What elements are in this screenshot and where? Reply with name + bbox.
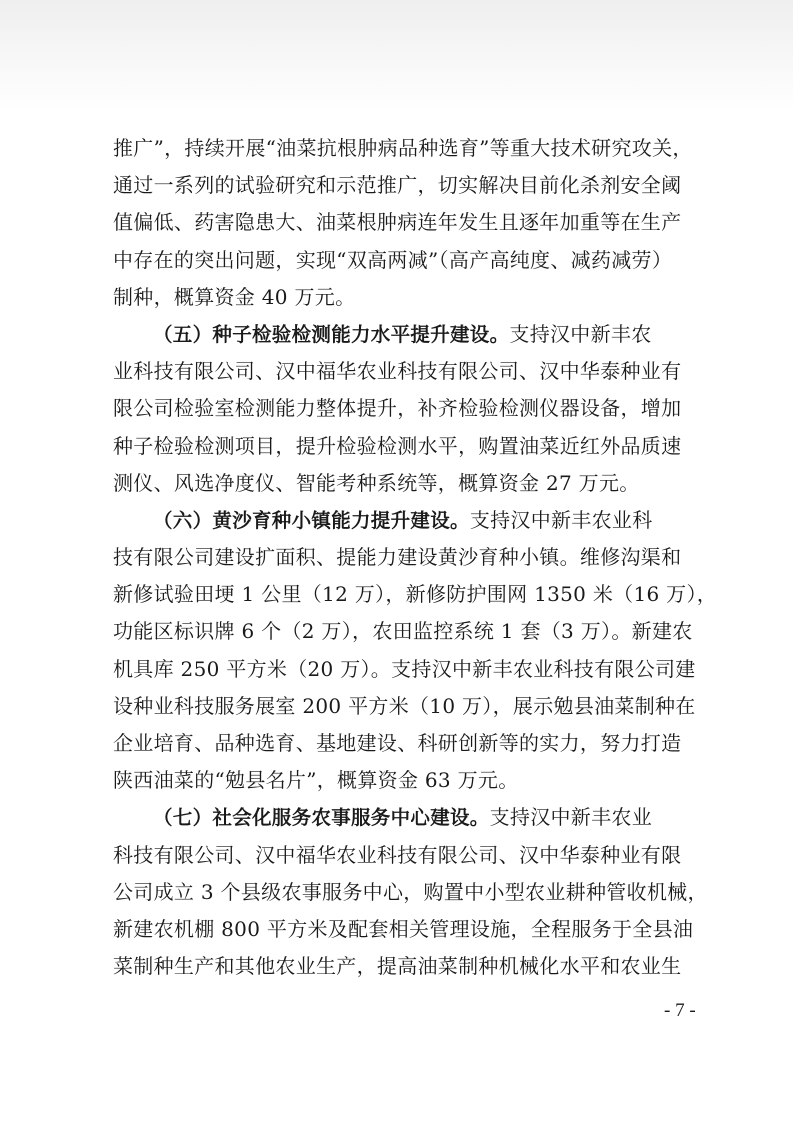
text-line [113, 242, 703, 279]
text-line [113, 539, 703, 576]
text-line [113, 651, 703, 688]
line-text: 支持汉中新丰农 [509, 321, 652, 346]
section-heading-line [113, 502, 703, 539]
line-text: 技有限公司建设扩面积、提能力建设黄沙育种小镇。维修沟渠和 [113, 545, 682, 570]
document-body [113, 130, 718, 985]
line-text: 新建农机棚 800 平方米及配套相关管理设施，全程服务于全县油 [113, 916, 694, 941]
text-line [113, 465, 703, 502]
line-text: 公司成立 3 个县级农事服务中心，购置中小型农业耕种管收机械， [113, 879, 708, 904]
text-line [113, 279, 703, 316]
line-text: 陕西油菜的“勉县名片”，概算资金 63 万元。 [113, 768, 519, 793]
section-heading: （五）种子检验检测能力水平提升建设。 [153, 322, 510, 346]
line-text: 值偏低、药害隐患大、油菜根肿病连年发生且逐年加重等在生产 [113, 210, 682, 235]
line-text: 支持汉中新丰农业 [489, 805, 653, 830]
line-text: 业科技有限公司、汉中福华农业科技有限公司、汉中华泰种业有 [113, 359, 682, 384]
line-text: 菜制种生产和其他农业生产，提高油菜制种机械化水平和农业生 [113, 954, 682, 979]
line-text: 制种，概算资金 40 万元。 [113, 284, 356, 309]
text-line [113, 390, 703, 427]
text-line [113, 948, 703, 985]
line-text: 功能区标识牌 6 个（2 万），农田监控系统 1 套（3 万）。新建农 [113, 619, 693, 644]
section-heading: （六）黄沙育种小镇能力提升建设。 [153, 508, 470, 532]
text-line [113, 167, 703, 204]
line-text: 限公司检验室检测能力整体提升，补齐检验检测仪器设备，增加 [113, 396, 682, 421]
text-line [113, 428, 703, 465]
line-text: 企业培育、品种选育、基地建设、科研创新等的实力，努力打造 [113, 731, 682, 755]
line-text: 测仪、风选净度仪、智能考种系统等，概算资金 27 万元。 [113, 470, 640, 495]
text-line [113, 688, 703, 725]
line-text: 支持汉中新丰农业科 [469, 507, 653, 532]
line-text: 科技有限公司、汉中福华农业科技有限公司、汉中华泰种业有限 [113, 842, 682, 867]
text-line [113, 613, 703, 650]
scan-shadow [0, 0, 793, 110]
text-line [113, 874, 708, 911]
line-text: 设种业科技服务展室 200 平方米（10 万），展示勉县油菜制种在 [113, 693, 696, 718]
section-heading-line [113, 316, 703, 353]
line-text: 新修试验田埂 1 公里（12 万），新修防护围网 1350 米（16 万）， [113, 582, 718, 607]
text-line [113, 204, 703, 241]
text-line [113, 353, 703, 390]
line-text: 推广”，持续开展“油菜抗根肿病品种选育”等重大技术研究攻关， [113, 136, 693, 160]
page-number: - 7 - [664, 1000, 696, 1021]
text-line [113, 837, 703, 874]
text-line [113, 725, 703, 762]
text-line [113, 911, 703, 948]
line-text: 通过一系列的试验研究和示范推广，切实解决目前化杀剂安全阈 [113, 173, 682, 198]
text-line [113, 130, 703, 167]
text-line [113, 576, 718, 613]
text-line [113, 762, 703, 799]
section-heading: （七）社会化服务农事服务中心建设。 [153, 806, 490, 830]
line-text: 中存在的突出问题，实现“双高两减”（高产高纯度、减药减劳） [113, 247, 673, 272]
line-text: 机具库 250 平方米（20 万）。支持汉中新丰农业科技有限公司建 [113, 656, 696, 681]
line-text: 种子检验检测项目，提升检验检测水平，购置油菜近红外品质速 [113, 433, 682, 458]
section-heading-line [113, 799, 703, 836]
